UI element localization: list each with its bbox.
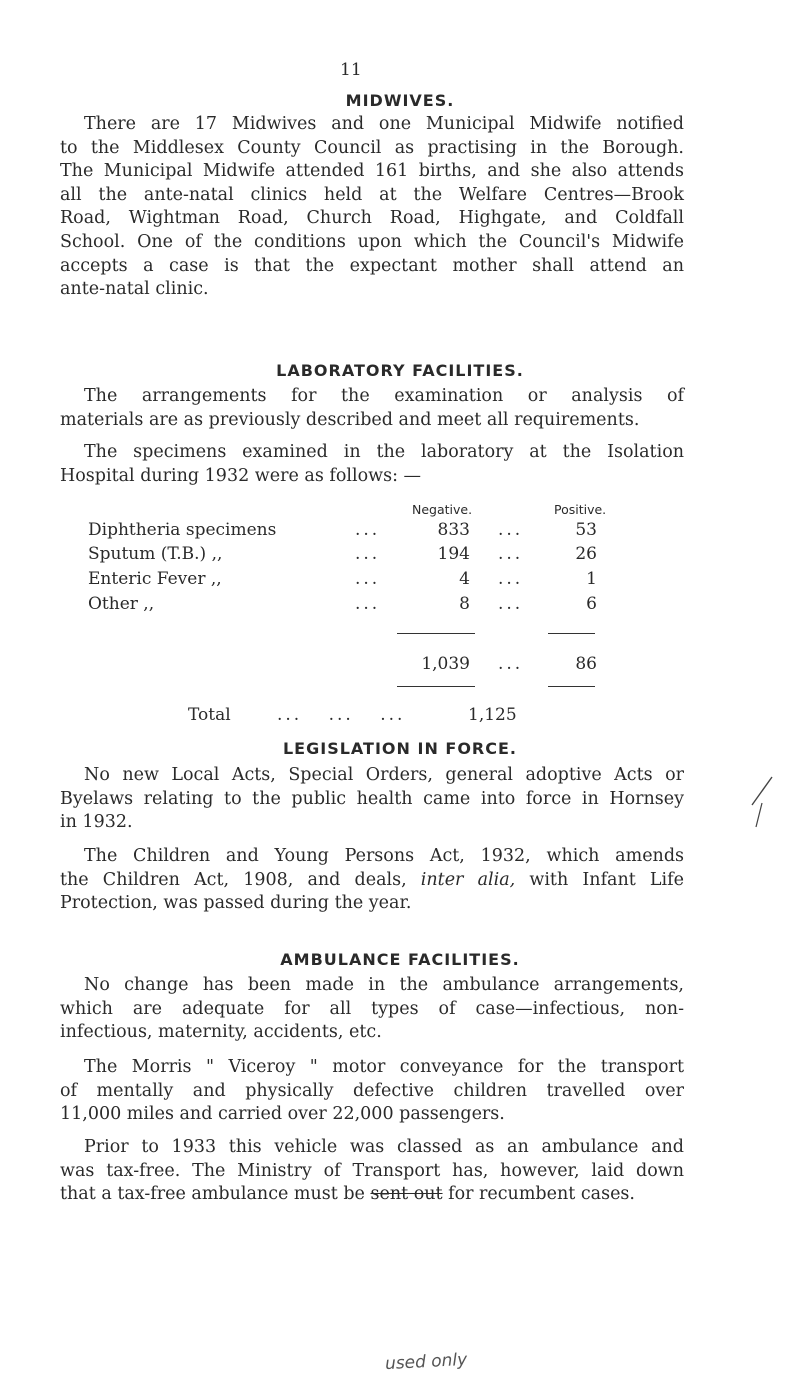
- text-line: School. One of the conditions upon which the Council's Midwife: [60, 231, 684, 252]
- leader-dots: ...: [498, 654, 524, 674]
- text-line: The specimens examined in the laboratory at the Isolation: [84, 442, 684, 462]
- text-line: all the ante-natal clinics held at the Welfare Centres—Brook: [60, 184, 684, 205]
- text-line: was tax-free. The Ministry of Transport has, however, laid down: [60, 1160, 684, 1181]
- margin-pencil-mark: [750, 773, 780, 833]
- laboratory-paragraph-2: [60, 441, 684, 488]
- text-line: 11,000 miles and carried over 22,000 passengers.: [60, 1104, 505, 1125]
- column-header-positive: Positive.: [554, 502, 607, 517]
- subtotal-rule-negative: [397, 633, 475, 634]
- text-line: ante-natal clinic.: [60, 279, 209, 300]
- text-line: in 1932.: [60, 812, 133, 833]
- leader-dots: ...: [498, 569, 524, 589]
- row-label: Enteric Fever ,,: [88, 569, 222, 589]
- text-line: Prior to 1933 this vehicle was classed as an ambulance and: [84, 1137, 684, 1157]
- text-fragment: with Infant Life: [515, 869, 684, 890]
- subtotal-row: [0, 654, 800, 678]
- midwives-paragraph: [60, 113, 684, 302]
- leader-dots: ...: [355, 594, 381, 614]
- text-line: infectious, maternity, accidents, etc.: [60, 1022, 382, 1043]
- ambulance-paragraph-3: [60, 1136, 684, 1207]
- leader-dots: ...: [355, 569, 381, 589]
- text-line: No change has been made in the ambulance arrangements,: [84, 975, 684, 995]
- page-number: 11: [340, 60, 362, 80]
- positive-value: 6: [586, 594, 597, 614]
- text-line: There are 17 Midwives and one Municipal Midwife notified: [84, 114, 684, 134]
- subtotal-negative: 1,039: [421, 654, 470, 674]
- row-label: Diphtheria specimens: [88, 520, 277, 540]
- total-value: 1,125: [468, 705, 517, 725]
- text-line: materials are as previously described and meet all requirements.: [60, 409, 640, 430]
- text-line: The arrangements for the examination or analysis of: [84, 386, 684, 406]
- text-line: Protection, was passed during the year.: [60, 893, 412, 914]
- leader-dots: ... ... ...: [277, 705, 406, 725]
- leader-dots: ...: [498, 544, 524, 564]
- total-label: Total: [188, 705, 231, 725]
- negative-value: 833: [437, 520, 470, 540]
- struck-text: sent out: [370, 1184, 443, 1205]
- positive-value: 26: [575, 544, 597, 564]
- leader-dots: ...: [355, 544, 381, 564]
- text-fragment: that a tax-free ambulance must be: [60, 1184, 371, 1205]
- negative-value: 8: [459, 594, 470, 614]
- midwives-heading: MIDWIVES.: [345, 91, 455, 110]
- ambulance-paragraph-2: [60, 1056, 684, 1127]
- total-rule-negative: [397, 686, 475, 687]
- row-label: Other ,,: [88, 594, 155, 614]
- column-header-negative: Negative.: [412, 502, 473, 517]
- ambulance-paragraph-1: [60, 974, 684, 1045]
- subtotal-positive: 86: [575, 654, 597, 674]
- text-line: of mentally and physically defective children travelled over: [60, 1080, 684, 1101]
- negative-value: 194: [437, 544, 470, 564]
- total-rule-positive: [548, 686, 595, 687]
- text-line: to the Middlesex County Council as practising in the Borough.: [60, 137, 684, 158]
- negative-value: 4: [459, 569, 470, 589]
- table-row: [0, 594, 800, 618]
- text-line: Hospital during 1932 were as follows: —: [60, 465, 422, 486]
- subtotal-rule-positive: [548, 633, 595, 634]
- leader-dots: ...: [355, 520, 381, 540]
- legislation-heading: LEGISLATION IN FORCE.: [282, 739, 517, 758]
- text-line: The Children and Young Persons Act, 1932, which amends: [84, 846, 684, 866]
- text-line: Byelaws relating to the public health came into force in Hornsey: [60, 788, 684, 809]
- text-fragment: the Children Act, 1908, and deals,: [60, 869, 421, 890]
- positive-value: 1: [586, 569, 597, 589]
- text-line: The Morris " Viceroy " motor conveyance for the transport: [84, 1057, 684, 1077]
- handwritten-note: used only: [384, 1349, 468, 1375]
- leader-dots: ...: [498, 520, 524, 540]
- text-line: Road, Wightman Road, Church Road, Highgate, and Coldfall: [60, 208, 684, 229]
- table-row: [0, 544, 800, 568]
- legislation-paragraph-1: [60, 764, 684, 835]
- laboratory-heading: LABORATORY FACILITIES.: [276, 361, 524, 380]
- legislation-paragraph-2: [60, 845, 684, 916]
- text-line: The Municipal Midwife attended 161 births, and she also attends: [60, 161, 684, 182]
- text-line: which are adequate for all types of case—infectious, non-: [60, 998, 684, 1019]
- text-line: No new Local Acts, Special Orders, general adoptive Acts or: [84, 765, 684, 785]
- laboratory-paragraph-1: [60, 385, 684, 432]
- row-label: Sputum (T.B.) ,,: [88, 544, 223, 564]
- text-line: [60, 1183, 684, 1207]
- table-row: [0, 569, 800, 593]
- table-row: [0, 520, 800, 544]
- italic-fragment: inter alia,: [420, 869, 516, 890]
- text-fragment: for recumbent cases.: [442, 1184, 635, 1205]
- positive-value: 53: [575, 520, 597, 540]
- ambulance-heading: AMBULANCE FACILITIES.: [280, 950, 520, 969]
- text-line: [60, 869, 684, 893]
- text-line: accepts a case is that the expectant mother shall attend an: [60, 255, 684, 276]
- leader-dots: ...: [498, 594, 524, 614]
